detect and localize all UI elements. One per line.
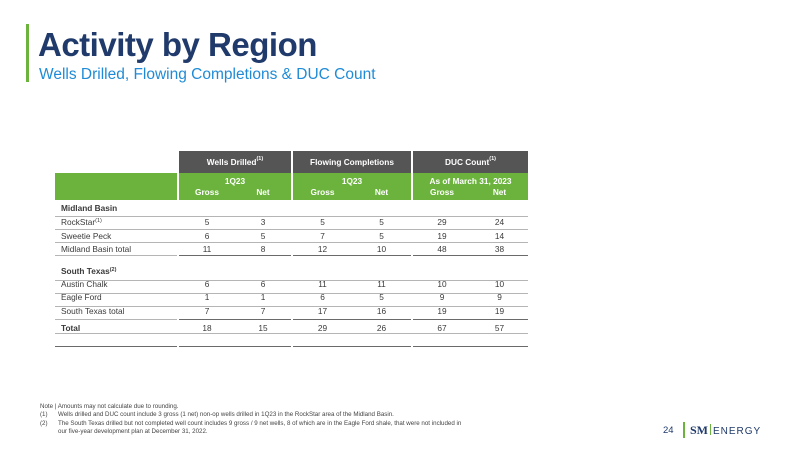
footnote-2: (2) The South Texas drilled but not completed well count includes 9 gross / 9 net wells, 8 of which are in the Eagle Ford shale, that were not included in	[40, 419, 462, 427]
subheader-gross: Gross	[430, 187, 454, 197]
group-header-label: Flowing Completions	[310, 157, 394, 167]
cell-duc-gross: 29	[437, 217, 447, 228]
footnote-1: (1) Wells drilled and DUC count include 3 gross (1 net) non-op wells drilled in 1Q23 in the RockStar area of the Midland Basin.	[40, 411, 394, 418]
header-blank	[55, 173, 177, 200]
group-header-flowing-completions	[293, 151, 411, 173]
page-subtitle: Wells Drilled, Flowing Completions & DUC Count	[39, 66, 376, 83]
cell-wells-gross: 7	[204, 305, 210, 316]
subheader-net: Net	[256, 187, 270, 197]
cell-duc-net: 10	[494, 278, 505, 289]
row-divider	[55, 255, 177, 256]
cell-duc-net: 38	[494, 244, 505, 255]
cell-wells-gross: 6	[204, 230, 210, 241]
period-label: 1Q23	[224, 176, 246, 186]
row-divider	[55, 319, 177, 320]
subheader-gross: Gross	[195, 187, 219, 197]
footnote-marker: (1)	[256, 156, 264, 162]
cell-duc-gross: 10	[437, 278, 447, 289]
cell-wells-net: 8	[260, 244, 266, 255]
row-label: Sweetie Peck	[61, 230, 112, 241]
cell-completions-gross: 12	[317, 244, 328, 255]
period-header-wells	[179, 173, 291, 200]
cell-wells-net: 1	[260, 292, 266, 303]
page-number: 24	[663, 425, 674, 436]
logo-sm: SM	[690, 423, 708, 437]
cell-duc-gross: 19	[437, 230, 447, 241]
cell-wells-gross: 5	[204, 217, 210, 228]
footnote-marker: (1)	[489, 156, 496, 162]
cell-duc-gross: 67	[437, 323, 447, 334]
cell-completions-net: 16	[376, 305, 387, 316]
cell-completions-net: 26	[376, 323, 387, 334]
table-row-total	[55, 322, 528, 334]
page-number-separator	[683, 422, 685, 438]
cell-completions-gross: 11	[318, 278, 327, 289]
cell-completions-gross: 7	[320, 230, 325, 241]
total-rule	[55, 346, 177, 347]
table-row-subtotal	[55, 305, 528, 317]
subtotal-rule	[413, 255, 528, 256]
cell-wells-net: 3	[260, 217, 266, 228]
page-title: Activity by Region	[38, 26, 317, 63]
cell-completions-net: 10	[376, 244, 387, 255]
subtotal-rule	[179, 319, 291, 320]
cell-duc-net: 19	[494, 305, 505, 316]
subtotal-rule	[293, 255, 411, 256]
table-body	[55, 200, 528, 334]
subheader-net: Net	[374, 187, 389, 197]
period-header-completions	[293, 173, 411, 200]
cell-wells-gross: 1	[204, 292, 210, 303]
subtotal-rule	[413, 319, 528, 320]
group-header-row	[55, 151, 528, 173]
row-label: South Texas total	[61, 305, 125, 316]
table-row	[55, 230, 528, 242]
company-logo	[690, 422, 761, 438]
section-header-row	[55, 202, 528, 214]
row-label: RockStar$^{(1)}$	[61, 217, 102, 228]
total-rule	[179, 346, 291, 347]
row-label: Eagle Ford	[61, 292, 102, 303]
footnote-2-continued: our five-year development plan at December 31, 2022.	[58, 428, 208, 435]
cell-duc-gross: 9	[439, 292, 445, 303]
subtotal-rule	[179, 255, 291, 256]
group-header-wells-drilled	[179, 151, 291, 173]
cell-wells-gross: 6	[204, 278, 210, 289]
cell-completions-net: 5	[379, 292, 384, 303]
cell-duc-net: 9	[497, 292, 502, 303]
logo-bar	[710, 424, 711, 435]
subheader-gross: Gross	[310, 187, 335, 197]
cell-duc-net: 24	[494, 217, 505, 228]
cell-wells-net: 5	[260, 230, 266, 241]
cell-completions-net: 5	[379, 230, 384, 241]
cell-duc-gross: 48	[437, 244, 447, 255]
group-header-label: Wells Drilled	[206, 157, 257, 167]
cell-duc-gross: 19	[437, 305, 447, 316]
footnote-note: Note | Amounts may not calculate due to rounding.	[40, 403, 179, 410]
section-name: Midland Basin	[61, 203, 118, 213]
table-row-subtotal	[55, 243, 528, 255]
cell-completions-gross: 6	[320, 292, 325, 303]
cell-completions-gross: 5	[320, 217, 325, 228]
cell-duc-net: 57	[494, 323, 505, 334]
cell-wells-gross: 18	[202, 323, 212, 334]
total-rule	[293, 346, 411, 347]
period-label: As of March 31, 2023	[429, 176, 512, 186]
cell-wells-net: 6	[260, 278, 266, 289]
cell-completions-net: 5	[379, 217, 384, 228]
cell-wells-net: 7	[260, 305, 266, 316]
row-label: Austin Chalk	[61, 278, 108, 289]
row-label: Total	[61, 323, 81, 334]
table-row	[55, 216, 528, 228]
period-header-row	[55, 173, 528, 200]
group-header-duc-count	[413, 151, 528, 173]
cell-completions-net: 11	[377, 278, 386, 289]
cell-wells-gross: 11	[202, 244, 212, 255]
section-header-row	[55, 265, 528, 277]
subtotal-rule	[293, 319, 411, 320]
subheader-net: Net	[492, 187, 507, 197]
cell-completions-gross: 17	[317, 305, 328, 316]
section-name: South Texas$^{(2)}$	[61, 265, 117, 276]
total-rule	[413, 346, 528, 347]
cell-duc-net: 14	[494, 230, 505, 241]
title-accent-bar	[26, 24, 29, 82]
logo-energy: ENERGY	[713, 426, 762, 437]
cell-wells-net: 15	[258, 323, 268, 334]
period-label: 1Q23	[341, 176, 363, 186]
cell-completions-gross: 29	[317, 323, 328, 334]
group-header-label: DUC Count	[445, 157, 490, 167]
period-header-duc	[413, 173, 528, 200]
table-row	[55, 278, 528, 290]
row-label: Midland Basin total	[61, 244, 132, 255]
table-row	[55, 291, 528, 303]
